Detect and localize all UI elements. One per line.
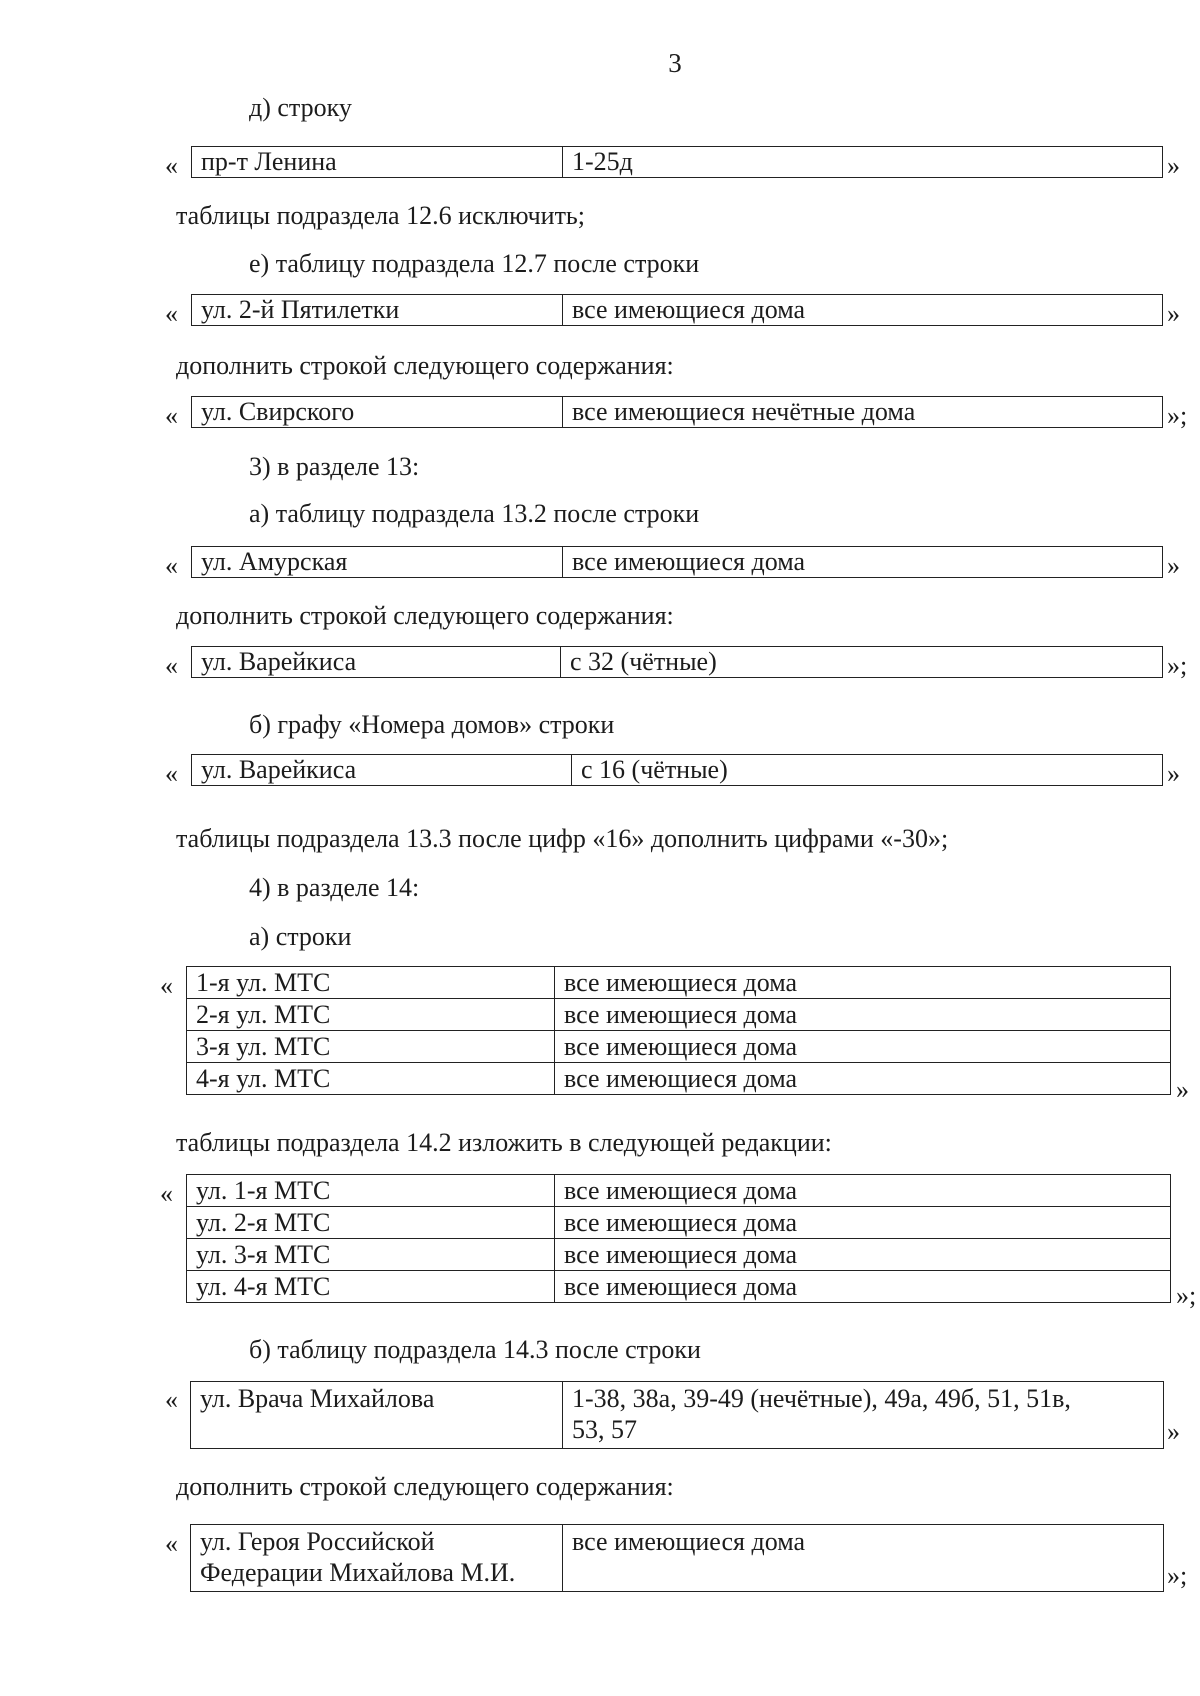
address-table xyxy=(191,294,1163,326)
paragraph-line: б) таблицу подраздела 14.3 после строки xyxy=(249,1335,701,1364)
close-quote: »; xyxy=(1167,1561,1188,1590)
houses-cell: 1-25д xyxy=(563,147,1163,178)
table-row xyxy=(192,547,1163,578)
street-cell: ул. 1-я МТС xyxy=(187,1175,555,1207)
street-cell xyxy=(191,1525,563,1592)
close-quote: » xyxy=(1167,551,1180,580)
street-cell: 1-я ул. МТС xyxy=(187,967,555,999)
paragraph-line: таблицы подраздела 14.2 изложить в следующей редакции: xyxy=(176,1128,832,1157)
houses-cell: все имеющиеся дома xyxy=(555,1031,1171,1063)
paragraph-line: дополнить строкой следующего содержания: xyxy=(176,351,674,380)
page-number: 3 xyxy=(668,48,682,78)
address-table xyxy=(191,396,1163,428)
table-row xyxy=(187,967,1171,999)
paragraph-line: дополнить строкой следующего содержания: xyxy=(176,1472,674,1501)
open-quote: « xyxy=(165,1385,178,1414)
street-cell: ул. Варейкиса xyxy=(192,755,572,786)
paragraph-line: б) графу «Номера домов» строки xyxy=(249,710,615,739)
address-table xyxy=(186,966,1171,1095)
street-cell: 3-я ул. МТС xyxy=(187,1031,555,1063)
paragraph-line: 3) в разделе 13: xyxy=(249,452,420,481)
close-quote: »; xyxy=(1176,1281,1197,1310)
open-quote: « xyxy=(165,759,178,788)
street-cell: ул. 4-я МТС xyxy=(187,1271,555,1303)
houses-cell: все имеющиеся дома xyxy=(555,967,1171,999)
table-row xyxy=(187,1175,1171,1207)
houses-cell: все имеющиеся дома xyxy=(555,1063,1171,1095)
houses-cell: все имеющиеся дома xyxy=(555,999,1171,1031)
address-table xyxy=(190,1524,1164,1592)
houses-cell xyxy=(563,1382,1164,1449)
address-table xyxy=(190,1381,1164,1449)
close-quote: » xyxy=(1167,759,1180,788)
table-row xyxy=(192,755,1163,786)
paragraph-line: дополнить строкой следующего содержания: xyxy=(176,601,674,630)
table-row xyxy=(187,1031,1171,1063)
street-cell: 2-я ул. МТС xyxy=(187,999,555,1031)
table-row xyxy=(192,295,1163,326)
houses-cell: все имеющиеся дома xyxy=(555,1271,1171,1303)
street-cell: ул. 2-я МТС xyxy=(187,1207,555,1239)
houses-cell: все имеющиеся дома xyxy=(563,547,1163,578)
houses-cell: с 16 (чётные) xyxy=(572,755,1163,786)
table-row xyxy=(192,647,1163,678)
houses-line: 1-38, 38а, 39-49 (нечётные), 49а, 49б, 51, 51в, xyxy=(572,1384,1071,1413)
open-quote: « xyxy=(165,299,178,328)
table-row xyxy=(192,397,1163,428)
street-cell: ул. Варейкиса xyxy=(192,647,561,678)
houses-cell: все имеющиеся дома xyxy=(563,295,1163,326)
open-quote: « xyxy=(165,151,178,180)
close-quote: » xyxy=(1167,299,1180,328)
open-quote: « xyxy=(165,1529,178,1558)
address-table xyxy=(191,754,1163,786)
open-quote: « xyxy=(160,1179,173,1208)
street-cell: ул. Амурская xyxy=(192,547,563,578)
table-row xyxy=(191,1525,1164,1592)
street-cell: пр-т Ленина xyxy=(192,147,563,178)
table-row xyxy=(187,999,1171,1031)
paragraph-line: таблицы подраздела 12.6 исключить; xyxy=(176,201,586,230)
address-table xyxy=(191,546,1163,578)
address-table xyxy=(186,1174,1171,1303)
paragraph-line: д) строку xyxy=(249,93,352,122)
street-cell: ул. Свирского xyxy=(192,397,563,428)
address-table xyxy=(191,146,1163,178)
table-row xyxy=(187,1239,1171,1271)
open-quote: « xyxy=(160,971,173,1000)
houses-line: 53, 57 xyxy=(572,1415,637,1444)
street-line: ул. Героя Российской xyxy=(200,1527,435,1556)
open-quote: « xyxy=(165,651,178,680)
close-quote: »; xyxy=(1167,401,1188,430)
close-quote: » xyxy=(1176,1075,1189,1104)
table-row xyxy=(192,147,1163,178)
table-row xyxy=(187,1063,1171,1095)
table-row xyxy=(187,1207,1171,1239)
houses-cell: все имеющиеся дома xyxy=(555,1207,1171,1239)
paragraph-line: а) строки xyxy=(249,922,352,951)
close-quote: » xyxy=(1167,151,1180,180)
open-quote: « xyxy=(165,401,178,430)
table-row xyxy=(187,1271,1171,1303)
table-row xyxy=(191,1382,1164,1449)
address-table xyxy=(191,646,1163,678)
street-cell: ул. 2-й Пятилетки xyxy=(192,295,563,326)
close-quote: » xyxy=(1167,1417,1180,1446)
houses-cell: все имеющиеся дома xyxy=(563,1525,1164,1592)
houses-cell: все имеющиеся дома xyxy=(555,1239,1171,1271)
street-cell: ул. Врача Михайлова xyxy=(191,1382,563,1449)
paragraph-line: е) таблицу подраздела 12.7 после строки xyxy=(249,249,700,278)
paragraph-line: 4) в разделе 14: xyxy=(249,873,420,902)
street-cell: ул. 3-я МТС xyxy=(187,1239,555,1271)
paragraph-line: таблицы подраздела 13.3 после цифр «16» дополнить цифрами «-30»; xyxy=(176,824,949,853)
houses-cell: все имеющиеся дома xyxy=(555,1175,1171,1207)
street-cell: 4-я ул. МТС xyxy=(187,1063,555,1095)
paragraph-line: а) таблицу подраздела 13.2 после строки xyxy=(249,499,700,528)
houses-cell: с 32 (чётные) xyxy=(561,647,1163,678)
street-line: Федерации Михайлова М.И. xyxy=(200,1558,516,1587)
houses-cell: все имеющиеся нечётные дома xyxy=(563,397,1163,428)
close-quote: »; xyxy=(1167,651,1188,680)
open-quote: « xyxy=(165,551,178,580)
